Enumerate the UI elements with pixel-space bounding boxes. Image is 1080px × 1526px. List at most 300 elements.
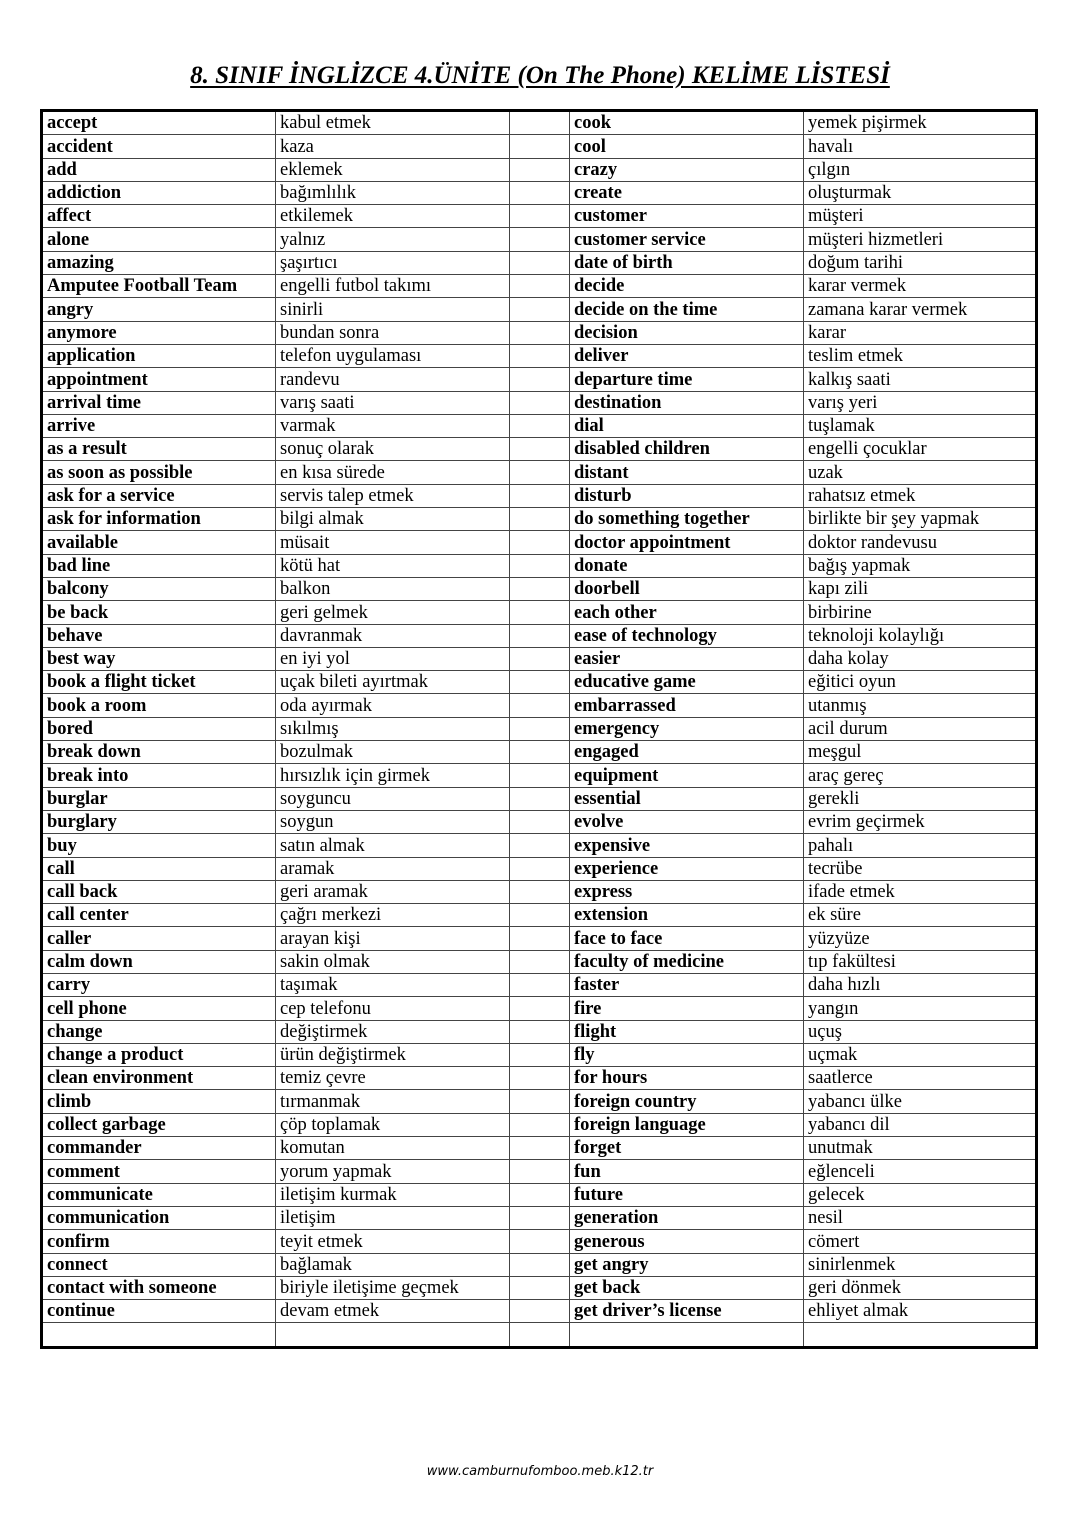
english-word-left: burglar [42, 787, 276, 810]
english-word-left: ask for a service [42, 484, 276, 507]
turkish-meaning-left: sonuç olarak [276, 438, 510, 461]
english-word-left: appointment [42, 368, 276, 391]
turkish-meaning-right: cömert [804, 1230, 1037, 1253]
english-word-left: comment [42, 1160, 276, 1183]
english-word-right: embarrassed [570, 694, 804, 717]
turkish-meaning-right: müşteri [804, 205, 1037, 228]
english-word-right: crazy [570, 158, 804, 181]
turkish-meaning-left: sakin olmak [276, 950, 510, 973]
english-word-left: commander [42, 1137, 276, 1160]
separator-cell [510, 904, 570, 927]
english-word-left: application [42, 344, 276, 367]
table-row [42, 1090, 1037, 1113]
english-word-right: decision [570, 321, 804, 344]
turkish-meaning-left: sıkılmış [276, 717, 510, 740]
table-row [42, 344, 1037, 367]
separator-cell [510, 251, 570, 274]
separator-cell [510, 368, 570, 391]
english-word-left: arrive [42, 414, 276, 437]
english-word-right: generous [570, 1230, 804, 1253]
english-word-right: donate [570, 554, 804, 577]
table-row [42, 577, 1037, 600]
table-row [42, 601, 1037, 624]
separator-cell [510, 857, 570, 880]
turkish-meaning-left: komutan [276, 1137, 510, 1160]
table-row [42, 950, 1037, 973]
table-row [42, 904, 1037, 927]
separator-cell [510, 950, 570, 973]
turkish-meaning-left: uçak bileti ayırtmak [276, 671, 510, 694]
turkish-meaning-left: engelli futbol takımı [276, 275, 510, 298]
english-word-right: future [570, 1183, 804, 1206]
turkish-meaning-left: yorum yapmak [276, 1160, 510, 1183]
english-word-right: cool [570, 135, 804, 158]
english-word-right: decide on the time [570, 298, 804, 321]
english-word-right: for hours [570, 1067, 804, 1090]
english-word-left: communication [42, 1206, 276, 1229]
separator-cell [510, 671, 570, 694]
english-word-right: equipment [570, 764, 804, 787]
turkish-meaning-left: balkon [276, 577, 510, 600]
turkish-meaning-left: varış saati [276, 391, 510, 414]
turkish-meaning-left: bağımlılık [276, 181, 510, 204]
separator-cell [510, 531, 570, 554]
english-word-left: collect garbage [42, 1113, 276, 1136]
turkish-meaning-left: kötü hat [276, 554, 510, 577]
turkish-meaning-right: karar vermek [804, 275, 1037, 298]
separator-cell [510, 717, 570, 740]
turkish-meaning-right: uçuş [804, 1020, 1037, 1043]
separator-cell [510, 181, 570, 204]
turkish-meaning-left: cep telefonu [276, 997, 510, 1020]
separator-cell [510, 554, 570, 577]
separator-cell [510, 1183, 570, 1206]
english-word-right: get angry [570, 1253, 804, 1276]
english-word-right: doctor appointment [570, 531, 804, 554]
separator-cell [510, 741, 570, 764]
turkish-meaning-left: randevu [276, 368, 510, 391]
table-row [42, 508, 1037, 531]
turkish-meaning-right: araç gereç [804, 764, 1037, 787]
page-title [0, 60, 1080, 92]
turkish-meaning-right: yabancı ülke [804, 1090, 1037, 1113]
english-word-left: buy [42, 834, 276, 857]
english-word-left: cell phone [42, 997, 276, 1020]
english-word-right: disabled children [570, 438, 804, 461]
separator-cell [510, 205, 570, 228]
vocabulary-table [40, 109, 1038, 1349]
table-row [42, 671, 1037, 694]
separator-cell [510, 508, 570, 531]
english-word-left: confirm [42, 1230, 276, 1253]
turkish-meaning-right: birlikte bir şey yapmak [804, 508, 1037, 531]
turkish-meaning-left: kabul etmek [276, 111, 510, 135]
turkish-meaning-left: eklemek [276, 158, 510, 181]
english-word-left [42, 1323, 276, 1347]
turkish-meaning-left: çağrı merkezi [276, 904, 510, 927]
english-word-right: dial [570, 414, 804, 437]
separator-cell [510, 577, 570, 600]
english-word-left: caller [42, 927, 276, 950]
turkish-meaning-left: soyguncu [276, 787, 510, 810]
table-row [42, 1230, 1037, 1253]
english-word-right: faster [570, 973, 804, 996]
separator-cell [510, 834, 570, 857]
turkish-meaning-left: bağlamak [276, 1253, 510, 1276]
english-word-left: anymore [42, 321, 276, 344]
english-word-right: engaged [570, 741, 804, 764]
english-word-right: destination [570, 391, 804, 414]
turkish-meaning-right: müşteri hizmetleri [804, 228, 1037, 251]
table-row [42, 205, 1037, 228]
english-word-left: angry [42, 298, 276, 321]
turkish-meaning-left: çöp toplamak [276, 1113, 510, 1136]
separator-cell [510, 158, 570, 181]
turkish-meaning-left: bilgi almak [276, 508, 510, 531]
vocabulary-table-body [42, 111, 1037, 1348]
english-word-left: calm down [42, 950, 276, 973]
separator-cell [510, 228, 570, 251]
english-word-left: break into [42, 764, 276, 787]
turkish-meaning-right: doktor randevusu [804, 531, 1037, 554]
english-word-left: climb [42, 1090, 276, 1113]
turkish-meaning-right: tecrübe [804, 857, 1037, 880]
english-word-left: break down [42, 741, 276, 764]
english-word-left: best way [42, 647, 276, 670]
turkish-meaning-left: telefon uygulaması [276, 344, 510, 367]
english-word-right: easier [570, 647, 804, 670]
turkish-meaning-left [276, 1323, 510, 1347]
separator-cell [510, 1276, 570, 1299]
turkish-meaning-left: ürün değiştirmek [276, 1043, 510, 1066]
english-word-left: bored [42, 717, 276, 740]
turkish-meaning-left: oda ayırmak [276, 694, 510, 717]
english-word-right: fly [570, 1043, 804, 1066]
turkish-meaning-left: etkilemek [276, 205, 510, 228]
english-word-left: change a product [42, 1043, 276, 1066]
english-word-left: be back [42, 601, 276, 624]
table-row [42, 997, 1037, 1020]
table-row [42, 857, 1037, 880]
table-row [42, 624, 1037, 647]
table-row [42, 834, 1037, 857]
separator-cell [510, 135, 570, 158]
table-row [42, 1160, 1037, 1183]
turkish-meaning-right: daha hızlı [804, 973, 1037, 996]
english-word-right: generation [570, 1206, 804, 1229]
separator-cell [510, 1300, 570, 1323]
english-word-left: balcony [42, 577, 276, 600]
turkish-meaning-left: aramak [276, 857, 510, 880]
turkish-meaning-right: kapı zili [804, 577, 1037, 600]
turkish-meaning-left: bozulmak [276, 741, 510, 764]
turkish-meaning-right: sinirlenmek [804, 1253, 1037, 1276]
table-row [42, 1323, 1037, 1347]
english-word-right: expensive [570, 834, 804, 857]
page-title-text: 8. SINIF İNGLİZCE 4.ÜNİTE (On The Phone) KELİME LİSTESİ [190, 62, 890, 89]
turkish-meaning-left: iletişim [276, 1206, 510, 1229]
english-word-right: customer [570, 205, 804, 228]
english-word-left: accept [42, 111, 276, 135]
turkish-meaning-right: meşgul [804, 741, 1037, 764]
english-word-right: emergency [570, 717, 804, 740]
english-word-right: ease of technology [570, 624, 804, 647]
turkish-meaning-right: havalı [804, 135, 1037, 158]
turkish-meaning-right: ek süre [804, 904, 1037, 927]
separator-cell [510, 1206, 570, 1229]
table-row [42, 1253, 1037, 1276]
english-word-left: call center [42, 904, 276, 927]
english-word-right: educative game [570, 671, 804, 694]
turkish-meaning-left: servis talep etmek [276, 484, 510, 507]
table-row [42, 1113, 1037, 1136]
table-row [42, 764, 1037, 787]
separator-cell [510, 1043, 570, 1066]
turkish-meaning-left: iletişim kurmak [276, 1183, 510, 1206]
turkish-meaning-right: daha kolay [804, 647, 1037, 670]
turkish-meaning-right: rahatsız etmek [804, 484, 1037, 507]
turkish-meaning-left: en kısa sürede [276, 461, 510, 484]
english-word-left: communicate [42, 1183, 276, 1206]
separator-cell [510, 321, 570, 344]
separator-cell [510, 1323, 570, 1347]
english-word-right: express [570, 880, 804, 903]
separator-cell [510, 973, 570, 996]
english-word-left: book a flight ticket [42, 671, 276, 694]
turkish-meaning-left: taşımak [276, 973, 510, 996]
turkish-meaning-right: tuşlamak [804, 414, 1037, 437]
separator-cell [510, 1090, 570, 1113]
separator-cell [510, 461, 570, 484]
english-word-left: add [42, 158, 276, 181]
table-row [42, 438, 1037, 461]
separator-cell [510, 484, 570, 507]
separator-cell [510, 111, 570, 135]
turkish-meaning-right: birbirine [804, 601, 1037, 624]
footer-url: www.camburnufomboo.meb.k12.tr [426, 1464, 654, 1479]
turkish-meaning-left: değiştirmek [276, 1020, 510, 1043]
table-row [42, 531, 1037, 554]
english-word-right: departure time [570, 368, 804, 391]
english-word-right: date of birth [570, 251, 804, 274]
turkish-meaning-left: soygun [276, 810, 510, 833]
english-word-right: extension [570, 904, 804, 927]
turkish-meaning-right: yemek pişirmek [804, 111, 1037, 135]
turkish-meaning-left: şaşırtıcı [276, 251, 510, 274]
separator-cell [510, 997, 570, 1020]
english-word-left: addiction [42, 181, 276, 204]
turkish-meaning-right: kalkış saati [804, 368, 1037, 391]
separator-cell [510, 275, 570, 298]
table-row [42, 927, 1037, 950]
english-word-right: essential [570, 787, 804, 810]
table-row [42, 1137, 1037, 1160]
turkish-meaning-right: uçmak [804, 1043, 1037, 1066]
english-word-left: as a result [42, 438, 276, 461]
turkish-meaning-right: evrim geçirmek [804, 810, 1037, 833]
english-word-right: customer service [570, 228, 804, 251]
turkish-meaning-right: eğitici oyun [804, 671, 1037, 694]
turkish-meaning-right: oluşturmak [804, 181, 1037, 204]
turkish-meaning-right: doğum tarihi [804, 251, 1037, 274]
turkish-meaning-left: en iyi yol [276, 647, 510, 670]
turkish-meaning-left: arayan kişi [276, 927, 510, 950]
table-row [42, 111, 1037, 135]
table-row [42, 973, 1037, 996]
turkish-meaning-left: geri aramak [276, 880, 510, 903]
turkish-meaning-right: eğlenceli [804, 1160, 1037, 1183]
table-row [42, 391, 1037, 414]
turkish-meaning-left: geri gelmek [276, 601, 510, 624]
turkish-meaning-left: sinirli [276, 298, 510, 321]
english-word-left: connect [42, 1253, 276, 1276]
turkish-meaning-right: gelecek [804, 1183, 1037, 1206]
turkish-meaning-left: müsait [276, 531, 510, 554]
english-word-right [570, 1323, 804, 1347]
turkish-meaning-right: varış yeri [804, 391, 1037, 414]
table-row [42, 158, 1037, 181]
table-row [42, 461, 1037, 484]
turkish-meaning-left: kaza [276, 135, 510, 158]
separator-cell [510, 1020, 570, 1043]
english-word-right: doorbell [570, 577, 804, 600]
english-word-left: change [42, 1020, 276, 1043]
turkish-meaning-left: devam etmek [276, 1300, 510, 1323]
table-row [42, 228, 1037, 251]
separator-cell [510, 1137, 570, 1160]
english-word-left: carry [42, 973, 276, 996]
separator-cell [510, 764, 570, 787]
english-word-right: foreign country [570, 1090, 804, 1113]
table-row [42, 1206, 1037, 1229]
turkish-meaning-right: yangın [804, 997, 1037, 1020]
english-word-left: behave [42, 624, 276, 647]
english-word-right: distant [570, 461, 804, 484]
turkish-meaning-right: karar [804, 321, 1037, 344]
separator-cell [510, 787, 570, 810]
english-word-right: cook [570, 111, 804, 135]
turkish-meaning-right: utanmış [804, 694, 1037, 717]
english-word-right: do something together [570, 508, 804, 531]
separator-cell [510, 1160, 570, 1183]
separator-cell [510, 344, 570, 367]
turkish-meaning-left: hırsızlık için girmek [276, 764, 510, 787]
table-row [42, 647, 1037, 670]
turkish-meaning-left: davranmak [276, 624, 510, 647]
table-row [42, 880, 1037, 903]
english-word-right: evolve [570, 810, 804, 833]
separator-cell [510, 414, 570, 437]
english-word-right: experience [570, 857, 804, 880]
english-word-left: as soon as possible [42, 461, 276, 484]
table-row [42, 298, 1037, 321]
table-row [42, 414, 1037, 437]
table-row [42, 484, 1037, 507]
english-word-left: arrival time [42, 391, 276, 414]
table-row [42, 1043, 1037, 1066]
turkish-meaning-right: unutmak [804, 1137, 1037, 1160]
turkish-meaning-right: teslim etmek [804, 344, 1037, 367]
english-word-right: fun [570, 1160, 804, 1183]
english-word-left: contact with someone [42, 1276, 276, 1299]
english-word-right: faculty of medicine [570, 950, 804, 973]
english-word-right: each other [570, 601, 804, 624]
turkish-meaning-right: geri dönmek [804, 1276, 1037, 1299]
table-row [42, 1067, 1037, 1090]
english-word-left: book a room [42, 694, 276, 717]
english-word-right: deliver [570, 344, 804, 367]
turkish-meaning-right: ifade etmek [804, 880, 1037, 903]
turkish-meaning-left: bundan sonra [276, 321, 510, 344]
turkish-meaning-left: biriyle iletişime geçmek [276, 1276, 510, 1299]
english-word-left: burglary [42, 810, 276, 833]
english-word-left: accident [42, 135, 276, 158]
turkish-meaning-right: çılgın [804, 158, 1037, 181]
turkish-meaning-left: varmak [276, 414, 510, 437]
table-row [42, 694, 1037, 717]
english-word-left: continue [42, 1300, 276, 1323]
english-word-right: flight [570, 1020, 804, 1043]
separator-cell [510, 601, 570, 624]
english-word-right: create [570, 181, 804, 204]
turkish-meaning-left: temiz çevre [276, 1067, 510, 1090]
table-row [42, 181, 1037, 204]
turkish-meaning-left: teyit etmek [276, 1230, 510, 1253]
table-row [42, 717, 1037, 740]
turkish-meaning-right: yüzyüze [804, 927, 1037, 950]
english-word-left: available [42, 531, 276, 554]
turkish-meaning-right: acil durum [804, 717, 1037, 740]
english-word-left: amazing [42, 251, 276, 274]
english-word-right: get driver’s license [570, 1300, 804, 1323]
turkish-meaning-right: uzak [804, 461, 1037, 484]
turkish-meaning-right: engelli çocuklar [804, 438, 1037, 461]
separator-cell [510, 647, 570, 670]
turkish-meaning-left: satın almak [276, 834, 510, 857]
english-word-left: clean environment [42, 1067, 276, 1090]
english-word-right: fire [570, 997, 804, 1020]
separator-cell [510, 1230, 570, 1253]
separator-cell [510, 927, 570, 950]
turkish-meaning-left: tırmanmak [276, 1090, 510, 1113]
table-row [42, 368, 1037, 391]
turkish-meaning-right: nesil [804, 1206, 1037, 1229]
turkish-meaning-right [804, 1323, 1037, 1347]
table-row [42, 1183, 1037, 1206]
table-row [42, 1300, 1037, 1323]
english-word-right: foreign language [570, 1113, 804, 1136]
table-row [42, 1276, 1037, 1299]
turkish-meaning-right: saatlerce [804, 1067, 1037, 1090]
separator-cell [510, 880, 570, 903]
turkish-meaning-right: ehliyet almak [804, 1300, 1037, 1323]
english-word-left: call back [42, 880, 276, 903]
english-word-left: ask for information [42, 508, 276, 531]
english-word-right: disturb [570, 484, 804, 507]
english-word-left: alone [42, 228, 276, 251]
turkish-meaning-right: teknoloji kolaylığı [804, 624, 1037, 647]
separator-cell [510, 694, 570, 717]
table-row [42, 321, 1037, 344]
table-row [42, 135, 1037, 158]
english-word-left: call [42, 857, 276, 880]
english-word-left: bad line [42, 554, 276, 577]
table-row [42, 787, 1037, 810]
separator-cell [510, 438, 570, 461]
turkish-meaning-right: zamana karar vermek [804, 298, 1037, 321]
separator-cell [510, 1253, 570, 1276]
turkish-meaning-right: pahalı [804, 834, 1037, 857]
